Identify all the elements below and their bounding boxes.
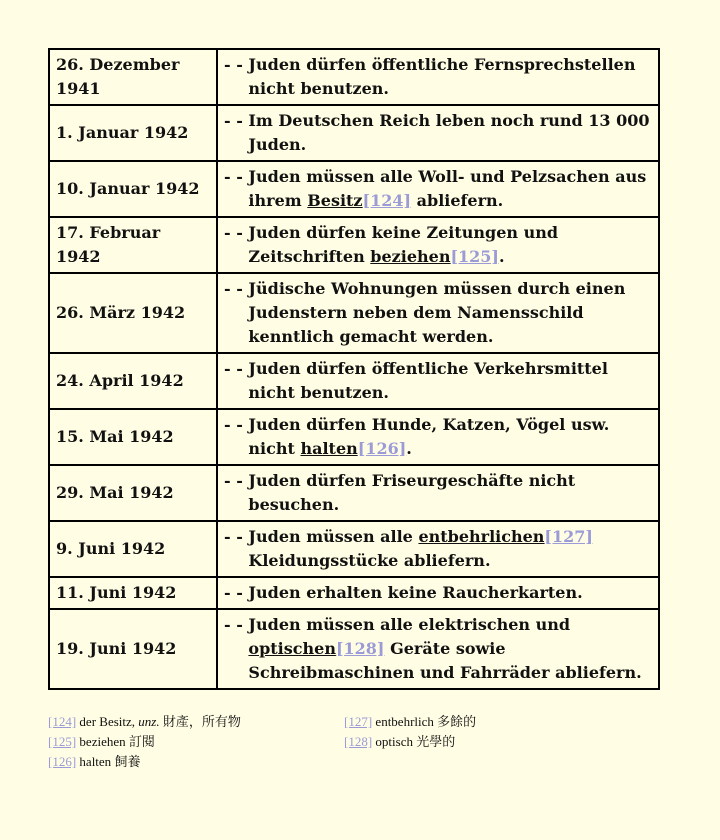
event-text-part: Jüdische Wohnungen müssen durch einen Judenstern neben dem Namensschild kenntlich gemacht werden.	[248, 279, 626, 346]
glossed-term: entbehrlichen	[418, 527, 545, 546]
dash-marker: - -	[224, 359, 249, 378]
glossed-term: halten	[300, 439, 358, 458]
event-text	[248, 165, 652, 213]
table-row	[49, 273, 659, 353]
date-cell: 19. Juni 1942	[49, 609, 217, 689]
event-text-part: Im Deutschen Reich leben noch rund 13 000 Juden.	[248, 111, 650, 154]
event-cell	[217, 521, 659, 577]
event-text-part: Juden erhalten keine Raucherkarten.	[248, 583, 583, 602]
event-cell	[217, 217, 659, 273]
footnote-gloss: 光學的	[416, 734, 456, 749]
event-text	[248, 277, 652, 349]
chronology-body	[49, 49, 659, 689]
footnote-link[interactable]: [124]	[362, 191, 412, 210]
date-cell: 26. März 1942	[49, 273, 217, 353]
footnote-gloss: 多餘的	[437, 714, 477, 729]
event-text	[248, 53, 652, 101]
table-row	[49, 49, 659, 105]
dash-marker: - -	[224, 471, 249, 490]
event-cell	[217, 273, 659, 353]
event-text	[248, 581, 652, 605]
event-cell	[217, 49, 659, 105]
event-text-part: Juden dürfen öffentliche Fernsprechstellen nicht benutzen.	[248, 55, 636, 98]
event-cell	[217, 409, 659, 465]
footnote	[48, 752, 241, 772]
dash-marker: - -	[224, 615, 249, 634]
footnote	[344, 712, 476, 732]
dash-marker: - -	[224, 583, 249, 602]
footnote-link[interactable]: [127]	[544, 527, 593, 546]
event-text	[248, 109, 652, 157]
event-text-part: Kleidungsstücke abliefern.	[248, 551, 491, 570]
footnotes-left	[48, 712, 241, 772]
glossed-term: beziehen	[370, 247, 451, 266]
footnote-pos: unz.	[138, 714, 160, 729]
dash-marker: - -	[224, 167, 249, 186]
date-cell: 17. Februar 1942	[49, 217, 217, 273]
table-row	[49, 105, 659, 161]
footnote-link[interactable]: [126]	[357, 439, 407, 458]
table-row	[49, 217, 659, 273]
dash-marker: - -	[224, 111, 249, 130]
footnote	[48, 732, 241, 752]
date-cell: 10. Januar 1942	[49, 161, 217, 217]
event-text	[248, 613, 652, 685]
event-line	[224, 581, 652, 605]
event-text-part: Juden dürfen öffentliche Verkehrsmittel nicht benutzen.	[248, 359, 608, 402]
footnote-gloss: 訂閱	[128, 734, 155, 749]
footnote-ref[interactable]: [128]	[344, 734, 373, 749]
event-line	[224, 413, 652, 461]
date-cell: 24. April 1942	[49, 353, 217, 409]
footnote	[48, 712, 241, 732]
footnote-link[interactable]: [125]	[450, 247, 499, 266]
event-cell	[217, 353, 659, 409]
event-line	[224, 109, 652, 157]
dash-marker: - -	[224, 527, 249, 546]
footnote-word: beziehen	[79, 734, 126, 749]
event-line	[224, 469, 652, 517]
date-cell: 1. Januar 1942	[49, 105, 217, 161]
table-row	[49, 465, 659, 521]
event-text-part: Geräte sowie Schreibmaschinen und Fahrräder abliefern.	[248, 639, 642, 682]
event-cell	[217, 105, 659, 161]
footnotes-right	[344, 712, 476, 752]
dash-marker: - -	[224, 279, 249, 298]
event-text-part: Juden müssen alle elektrischen und	[248, 615, 571, 634]
table-row	[49, 521, 659, 577]
event-text-part: .	[499, 247, 505, 266]
event-line	[224, 277, 652, 349]
date-cell: 9. Juni 1942	[49, 521, 217, 577]
footnote-gloss: 財產，所有物	[162, 714, 241, 729]
event-text-part: Juden dürfen Hunde, Katzen, Vögel usw. nicht	[248, 415, 610, 458]
event-line	[224, 613, 652, 685]
glossed-term: Besitz	[307, 191, 363, 210]
event-line	[224, 357, 652, 405]
event-text-part: .	[406, 439, 412, 458]
footnote-ref[interactable]: [125]	[48, 734, 77, 749]
footnote-link[interactable]: [128]	[335, 639, 385, 658]
footnote-gloss: 飼養	[114, 754, 141, 769]
footnote-word: optisch	[375, 734, 413, 749]
date-cell: 15. Mai 1942	[49, 409, 217, 465]
event-text	[248, 469, 652, 517]
event-text	[248, 357, 652, 405]
event-text	[248, 413, 652, 461]
event-text	[248, 221, 652, 269]
event-cell	[217, 465, 659, 521]
glossed-term: optischen	[248, 639, 336, 658]
footnote-word: der Besitz,	[79, 714, 136, 729]
event-cell	[217, 577, 659, 609]
dash-marker: - -	[224, 55, 249, 74]
event-cell	[217, 609, 659, 689]
footnote-word: halten	[79, 754, 112, 769]
event-text-part: Juden müssen alle Woll- und Pelzsachen aus ihrem	[248, 167, 647, 210]
event-text-part: Juden müssen alle	[248, 527, 419, 546]
table-row	[49, 577, 659, 609]
footnote	[344, 732, 476, 752]
table-row	[49, 161, 659, 217]
event-line	[224, 525, 652, 573]
footnote-word: entbehrlich	[375, 714, 434, 729]
dash-marker: - -	[224, 223, 249, 242]
event-text-part: Juden dürfen Friseurgeschäfte nicht besuchen.	[248, 471, 576, 514]
event-text-part: abliefern.	[411, 191, 504, 210]
date-cell: 26. Dezember 1941	[49, 49, 217, 105]
event-text	[248, 525, 652, 573]
date-cell: 29. Mai 1942	[49, 465, 217, 521]
footnote-ref[interactable]: [124]	[48, 714, 77, 729]
dash-marker: - -	[224, 415, 249, 434]
footnote-ref[interactable]: [126]	[48, 754, 77, 769]
footnote-ref[interactable]: [127]	[344, 714, 373, 729]
date-cell: 11. Juni 1942	[49, 577, 217, 609]
event-text-part: Juden dürfen keine Zeitungen und Zeitschriften	[248, 223, 559, 266]
event-line	[224, 221, 652, 269]
table-row	[49, 353, 659, 409]
table-row	[49, 409, 659, 465]
event-cell	[217, 161, 659, 217]
event-line	[224, 53, 652, 101]
table-row	[49, 609, 659, 689]
chronology-table	[48, 48, 660, 690]
event-line	[224, 165, 652, 213]
